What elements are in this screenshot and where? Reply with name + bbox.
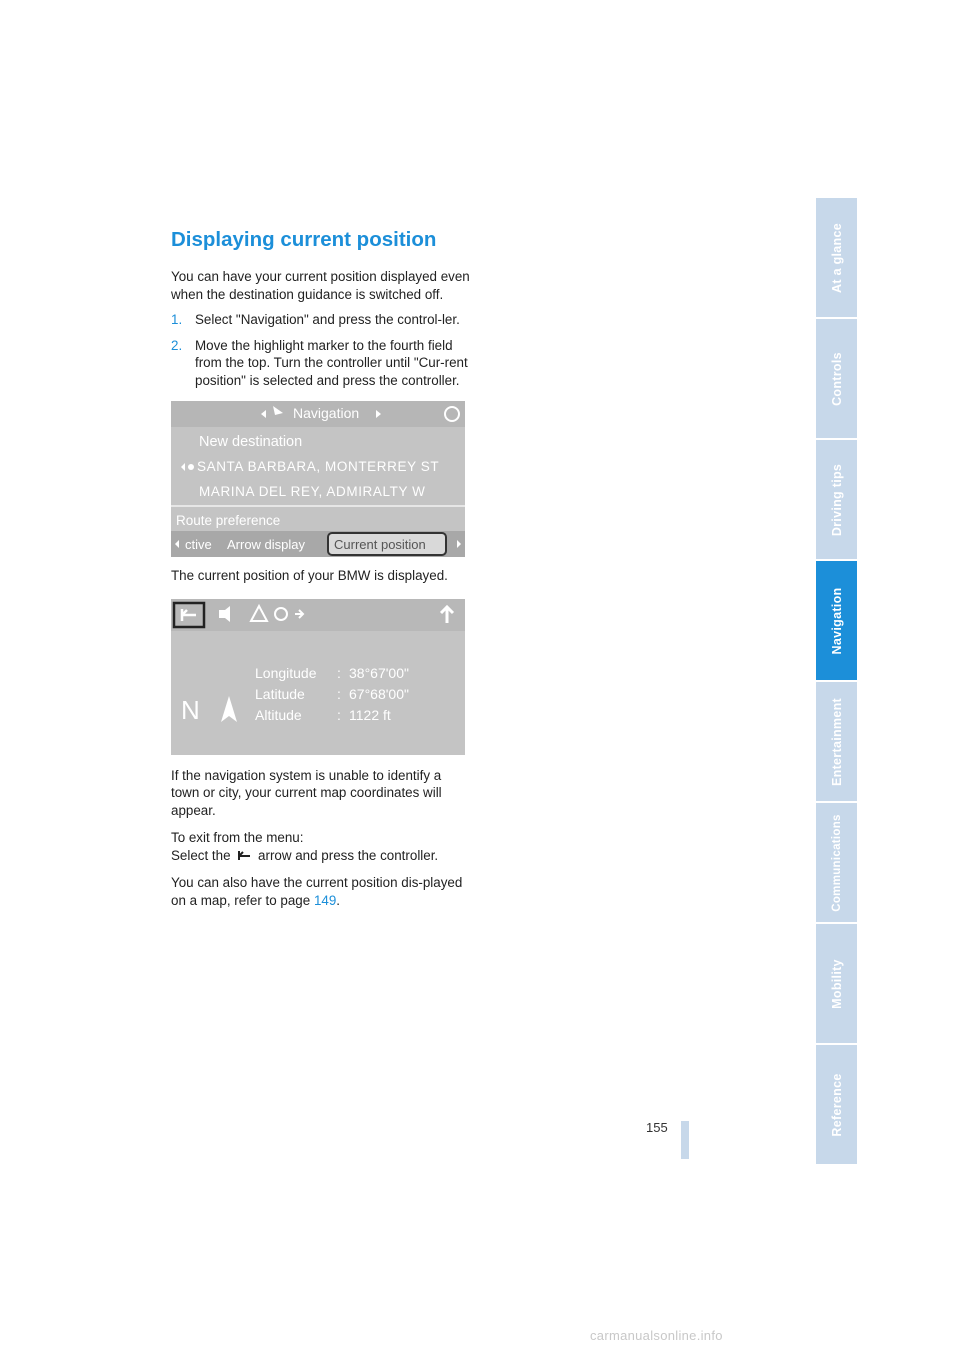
tab-mobility[interactable]	[816, 924, 857, 1043]
current-position-graphics	[171, 599, 465, 755]
watermark: carmanualsonline.info	[590, 1328, 723, 1343]
screen1-item: New destination	[199, 434, 303, 450]
screen1-tab: ctive	[185, 537, 212, 552]
tab-label: Navigation	[829, 587, 844, 654]
tab-label: Entertainment	[829, 697, 844, 786]
step-item	[171, 337, 471, 390]
screen1-item: SANTA BARBARA, MONTERREY ST	[197, 459, 440, 474]
section-title: Displaying current position	[171, 228, 437, 251]
page-number: 155	[646, 1120, 668, 1135]
step-number: 2.	[171, 337, 183, 353]
screen1-header: Navigation	[293, 405, 360, 421]
coord-label: Altitude	[255, 706, 302, 723]
tab-navigation[interactable]	[816, 561, 857, 680]
coord-value: 1122 ft	[349, 706, 391, 723]
current-position-tab: Current position	[334, 537, 426, 552]
map-text: You can also have the current position dis-played on a map, refer to page	[171, 875, 463, 908]
tab-label: Reference	[829, 1072, 844, 1137]
after-screen1-paragraph: The current position of your BMW is displayed.	[171, 568, 448, 583]
chapter-tabs	[816, 198, 857, 1166]
intro-paragraph: You can have your current position displayed even when the destination guidance is switched off.	[171, 269, 470, 302]
tab-label: Communications	[830, 813, 843, 912]
exit-paragraph	[171, 829, 471, 864]
exit-pre: Select the	[171, 847, 231, 863]
coord-sep: :	[337, 706, 341, 723]
step-number: 1.	[171, 312, 183, 327]
tab-label: Driving tips	[829, 463, 844, 536]
tab-reference[interactable]	[816, 1045, 857, 1164]
page-link[interactable]: 149	[313, 892, 337, 908]
navigation-menu-graphics	[171, 401, 465, 557]
step-text: Select "Navigation" and press the control-ler.	[195, 312, 460, 327]
tab-label: At a glance	[829, 222, 844, 293]
map-paragraph	[171, 874, 471, 909]
exit-line: To exit from the menu:	[171, 830, 304, 845]
content-column	[171, 228, 471, 909]
coord-label: Longitude	[255, 664, 317, 681]
step-item	[171, 311, 471, 329]
route-arrow-icon	[188, 464, 194, 470]
compass-arrow-icon	[221, 696, 237, 722]
step-text: Move the highlight marker to the fourth field from the top. Turn the controller until "Cur-rent position" is selected and press the controller.	[195, 337, 468, 388]
tab-controls[interactable]	[816, 319, 857, 438]
tab-label: Mobility	[829, 958, 844, 1009]
steps-list	[171, 311, 471, 389]
screen1-item: MARINA DEL REY, ADMIRALTY W	[199, 484, 426, 499]
coord-sep: :	[337, 664, 341, 681]
coord-sep: :	[337, 685, 341, 702]
coord-value: 67°68'00"	[349, 685, 409, 702]
coord-label: Latitude	[255, 685, 305, 702]
route-preference-item: Route preference	[176, 513, 281, 528]
map-post: .	[336, 892, 341, 908]
coord-value: 38°67'00"	[349, 664, 409, 681]
after-screen2-paragraph: If the navigation system is unable to identify a town or city, your current map coordinates will appear.	[171, 767, 442, 818]
tab-entertainment[interactable]	[816, 682, 857, 801]
tab-at-a-glance[interactable]	[816, 198, 857, 317]
page-number-bar	[681, 1121, 689, 1159]
tab-label: Controls	[829, 351, 844, 406]
navigation-menu-screenshot	[171, 401, 465, 557]
tab-driving-tips[interactable]	[816, 440, 857, 559]
screen1-tab: Arrow display	[227, 537, 306, 552]
current-position-screenshot	[171, 599, 465, 755]
tab-communications[interactable]	[816, 803, 857, 922]
back-arrow-icon	[236, 849, 252, 861]
exit-post: arrow and press the controller.	[258, 847, 439, 863]
compass-letter: N	[181, 694, 200, 725]
